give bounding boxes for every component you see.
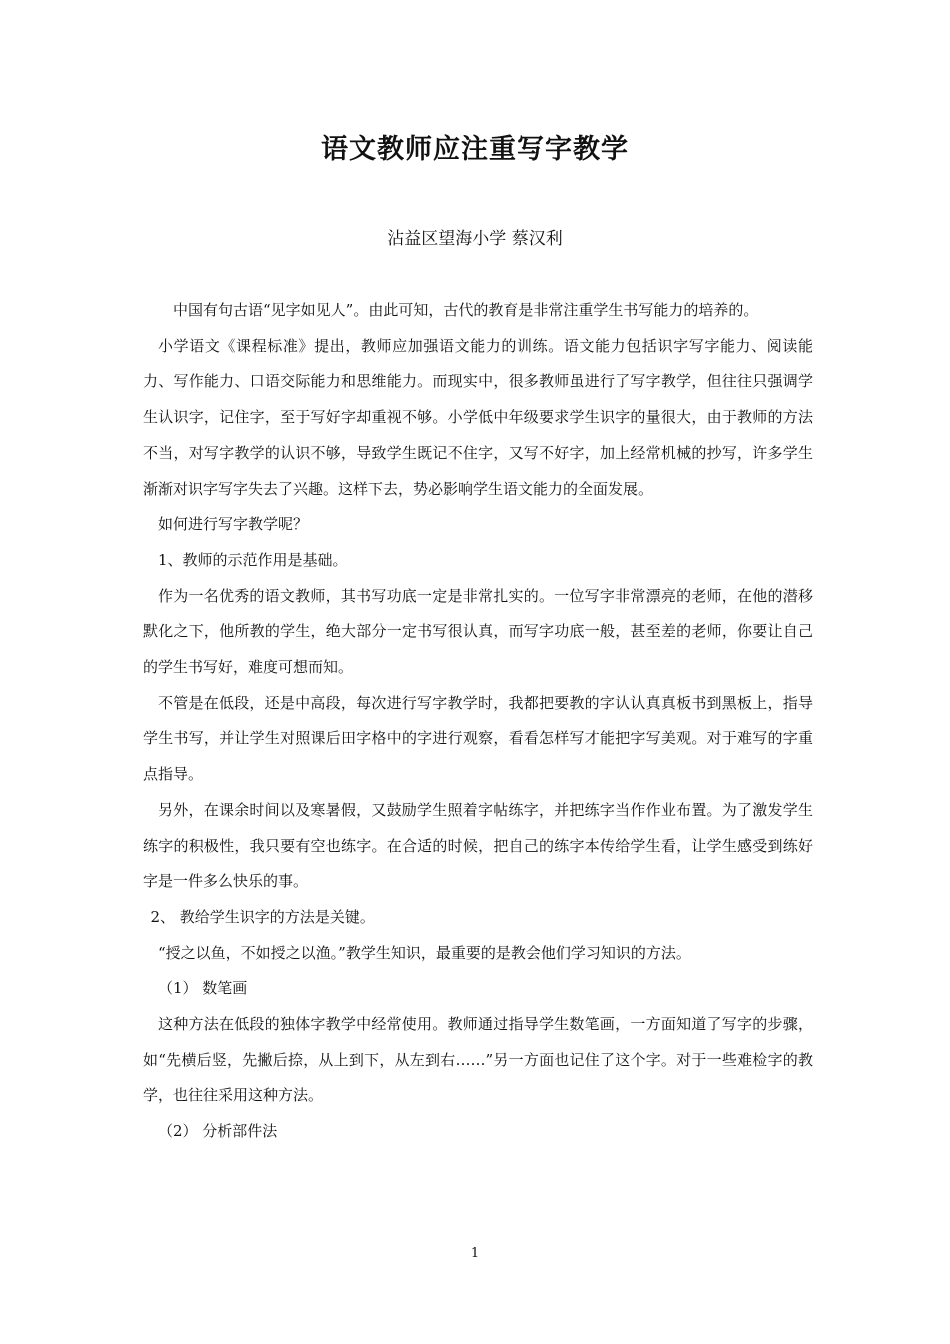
section-heading: 1、教师的示范作用是基础。 <box>158 550 348 569</box>
paragraph: 小学语文《课程标准》提出，教师应加强语文能力的训练。语文能力包括识字写字能力、阅读能力、写作能力、口语交际能力和思维能力。而现实中，很多教师虽进行了写字教学，但往往只强调学生认识字，记住字，至于写好字却重视不够。小学低中年级要求学生识字的量很大，由于教师的方法不当，对写字教学的认识不够，导致学生既记不住字，又写不好字，加上经常机械的抄写，许多学生渐渐对识字写字失去了兴趣。这样下去，势必影响学生语文能力的全面发展。 <box>143 336 813 498</box>
paragraph: 不管是在低段，还是中高段，每次进行写字教学时，我都把要教的字认认真真板书到黑板上，指导学生书写，并让学生对照课后田字格中的字进行观察，看看怎样写才能把字写美观。对于难写的字重点指导。 <box>143 693 813 784</box>
subsection-heading: （2） 分析部件法 <box>158 1122 278 1141</box>
author-line: 沾益区望海小学 蔡汉利 <box>387 229 563 249</box>
paragraph: 中国有句古语“见字如见人”。由此可知，古代的教育是非常注重学生书写能力的培养的。 <box>173 301 759 319</box>
section-heading: 2、 教给学生识字的方法是关键。 <box>150 907 375 926</box>
page-number: 1 <box>470 1246 480 1261</box>
paragraph: “授之以鱼，不如授之以渔。”教学生知识，最重要的是教会他们学习知识的方法。 <box>158 943 691 962</box>
paragraph: 作为一名优秀的语文教师，其书写功底一定是非常扎实的。一位写字非常漂亮的老师，在他的潜移默化之下，他所教的学生，绝大部分一定书写很认真，而写字功底一般，甚至差的老师，你要让自己的学生书写好，难度可想而知。 <box>143 586 813 677</box>
paragraph: 另外，在课余时间以及寒暑假，又鼓励学生照着字帖练字，并把练字当作作业布置。为了激发学生练字的积极性，我只要有空也练字。在合适的时候，把自己的练字本传给学生看，让学生感受到练好字是一件多么快乐的事。 <box>143 800 813 891</box>
paragraph: 这种方法在低段的独体字教学中经常使用。教师通过指导学生数笔画，一方面知道了写字的步骤，如“先横后竖，先撇后捺，从上到下，从左到右……”另一方面也记住了这个字。对于一些难检字的教学，也往往采用这种方法。 <box>143 1015 813 1105</box>
document-title: 语文教师应注重写字教学 <box>321 134 629 165</box>
document-body <box>143 293 813 1150</box>
paragraph: 如何进行写字教学呢？ <box>158 515 309 534</box>
subsection-heading: （1） 数笔画 <box>158 979 248 998</box>
